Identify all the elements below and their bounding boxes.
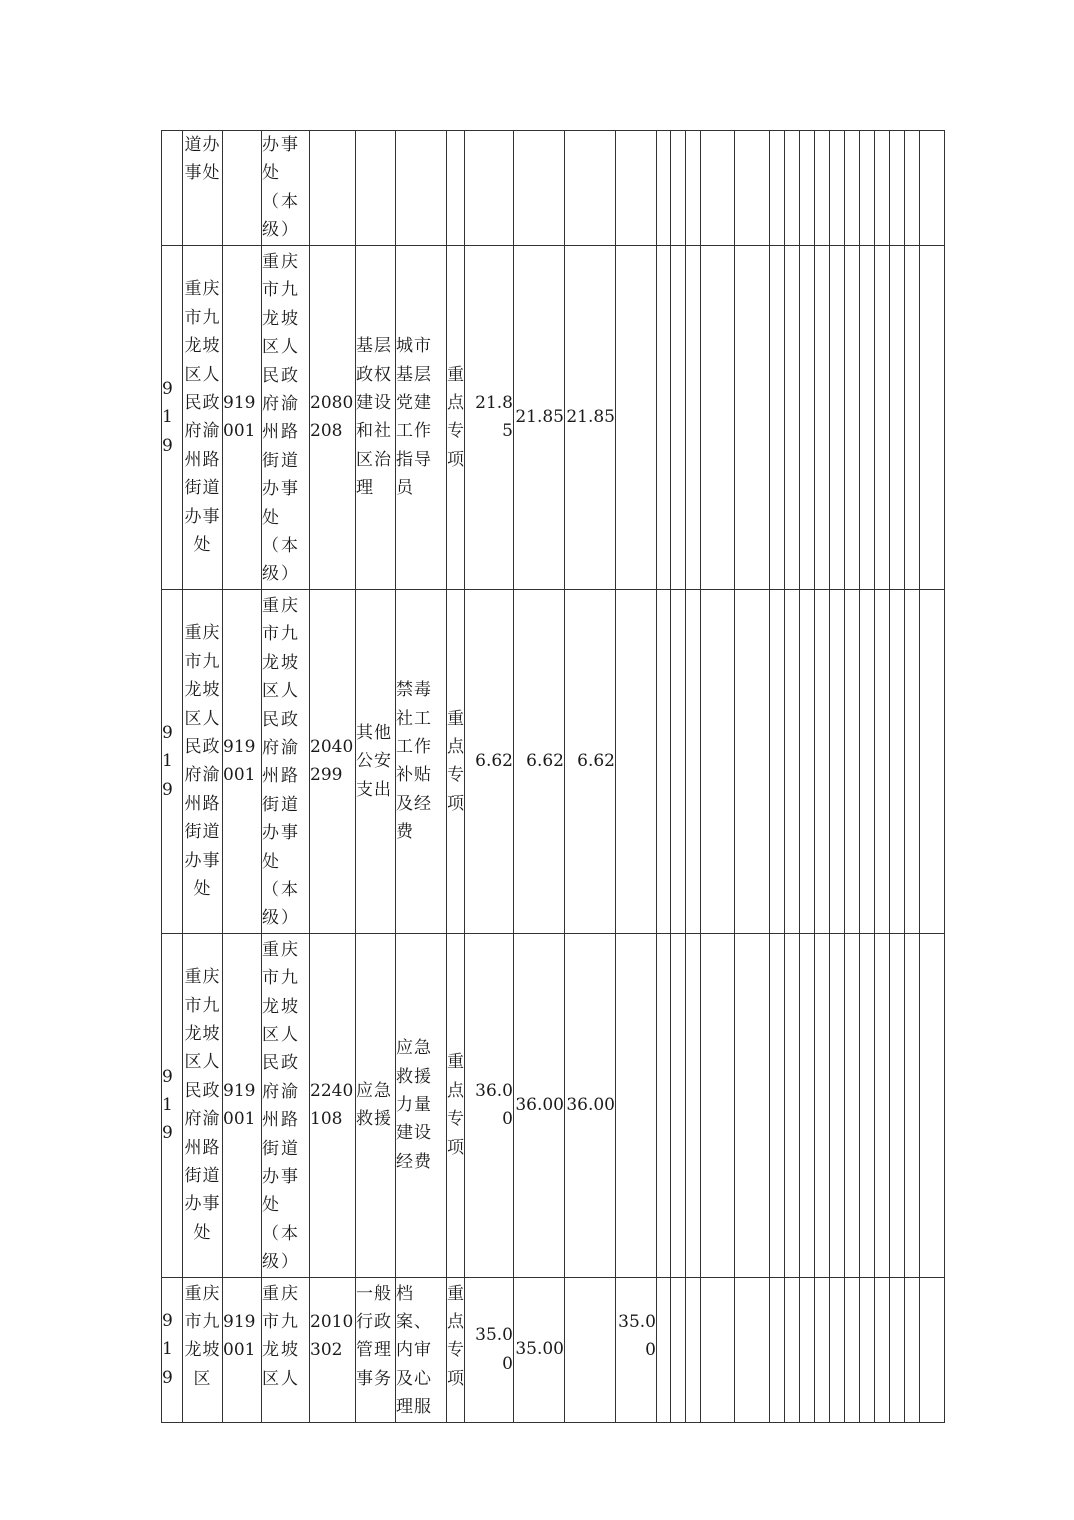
amount-cell xyxy=(616,131,657,246)
empty-cell xyxy=(735,131,770,246)
empty-cell xyxy=(770,246,785,590)
project-name-cell xyxy=(396,131,447,246)
empty-cell xyxy=(905,933,920,1277)
empty-cell xyxy=(671,933,686,1277)
empty-cell xyxy=(860,589,875,933)
empty-cell xyxy=(657,1277,671,1422)
empty-cell xyxy=(701,589,735,933)
empty-cell xyxy=(657,589,671,933)
empty-cell xyxy=(770,1277,785,1422)
amount-cell xyxy=(514,131,565,246)
empty-cell xyxy=(686,131,701,246)
function-class-cell: 其他公安支出 xyxy=(356,589,396,933)
empty-cell xyxy=(800,246,815,590)
amount-cell: 35.00 xyxy=(616,1277,657,1422)
empty-cell xyxy=(785,1277,800,1422)
function-class-cell: 应急救援 xyxy=(356,933,396,1277)
table-row xyxy=(162,131,945,246)
empty-cell xyxy=(800,933,815,1277)
total-cell: 36.00 xyxy=(465,933,514,1277)
project-type-cell xyxy=(447,131,465,246)
empty-cell xyxy=(785,933,800,1277)
empty-cell xyxy=(890,1277,905,1422)
empty-cell xyxy=(735,246,770,590)
empty-cell xyxy=(800,589,815,933)
empty-cell xyxy=(875,589,890,933)
amount-cell: 36.00 xyxy=(565,933,616,1277)
unit-name-cell: 重庆市九龙坡区人民政府渝州路街道办事处 xyxy=(183,933,223,1277)
subject-code-cell xyxy=(310,131,356,246)
empty-cell xyxy=(845,131,860,246)
empty-cell xyxy=(800,131,815,246)
total-cell: 35.00 xyxy=(465,1277,514,1422)
seq-cell: 919 xyxy=(162,589,183,933)
subject-code-cell: 2080208 xyxy=(310,246,356,590)
empty-cell xyxy=(815,933,830,1277)
empty-cell xyxy=(770,933,785,1277)
empty-cell xyxy=(905,1277,920,1422)
empty-cell xyxy=(657,246,671,590)
table-row xyxy=(162,933,945,1277)
total-cell xyxy=(465,131,514,246)
unit-name-cell: 道办事处 xyxy=(183,131,223,246)
empty-cell xyxy=(920,933,945,1277)
empty-cell xyxy=(770,131,785,246)
empty-cell xyxy=(860,246,875,590)
project-type-cell: 重点专项 xyxy=(447,246,465,590)
empty-cell xyxy=(785,246,800,590)
unit-code-cell: 919001 xyxy=(223,933,262,1277)
empty-cell xyxy=(785,589,800,933)
amount-cell xyxy=(616,933,657,1277)
amount-cell xyxy=(616,589,657,933)
amount-cell: 6.62 xyxy=(514,589,565,933)
empty-cell xyxy=(905,131,920,246)
amount-cell: 21.85 xyxy=(514,246,565,590)
project-name-cell: 禁毒社工工作补贴及经费 xyxy=(396,589,447,933)
unit-level-cell: 重庆市九龙坡区人民政府渝州路街道办事处（本级） xyxy=(262,933,310,1277)
empty-cell xyxy=(671,131,686,246)
unit-level-cell: 办事处（本级） xyxy=(262,131,310,246)
unit-code-cell: 919001 xyxy=(223,589,262,933)
seq-cell: 919 xyxy=(162,933,183,1277)
empty-cell xyxy=(830,131,845,246)
total-cell: 21.85 xyxy=(465,246,514,590)
empty-cell xyxy=(890,131,905,246)
subject-code-cell: 2040299 xyxy=(310,589,356,933)
empty-cell xyxy=(845,1277,860,1422)
unit-code-cell xyxy=(223,131,262,246)
empty-cell xyxy=(657,933,671,1277)
seq-cell: 919 xyxy=(162,246,183,590)
empty-cell xyxy=(735,933,770,1277)
empty-cell xyxy=(920,246,945,590)
empty-cell xyxy=(800,1277,815,1422)
empty-cell xyxy=(686,589,701,933)
empty-cell xyxy=(890,933,905,1277)
empty-cell xyxy=(830,1277,845,1422)
function-class-cell: 基层政权建设和社区治理 xyxy=(356,246,396,590)
empty-cell xyxy=(845,246,860,590)
empty-cell xyxy=(905,246,920,590)
empty-cell xyxy=(920,1277,945,1422)
empty-cell xyxy=(875,131,890,246)
empty-cell xyxy=(671,246,686,590)
empty-cell xyxy=(830,933,845,1277)
project-type-cell: 重点专项 xyxy=(447,933,465,1277)
table-row xyxy=(162,246,945,590)
unit-code-cell: 919001 xyxy=(223,1277,262,1422)
project-name-cell: 档案、内审及心理服 xyxy=(396,1277,447,1422)
amount-cell: 35.00 xyxy=(514,1277,565,1422)
empty-cell xyxy=(920,131,945,246)
amount-cell: 36.00 xyxy=(514,933,565,1277)
empty-cell xyxy=(686,1277,701,1422)
empty-cell xyxy=(875,246,890,590)
empty-cell xyxy=(671,589,686,933)
empty-cell xyxy=(905,589,920,933)
empty-cell xyxy=(860,1277,875,1422)
empty-cell xyxy=(815,589,830,933)
empty-cell xyxy=(875,1277,890,1422)
empty-cell xyxy=(860,933,875,1277)
amount-cell: 6.62 xyxy=(565,589,616,933)
amount-cell xyxy=(565,131,616,246)
unit-level-cell: 重庆市九龙坡区人民政府渝州路街道办事处（本级） xyxy=(262,246,310,590)
budget-table xyxy=(161,130,945,1423)
seq-cell xyxy=(162,131,183,246)
unit-level-cell: 重庆市九龙坡区人 xyxy=(262,1277,310,1422)
unit-level-cell: 重庆市九龙坡区人民政府渝州路街道办事处（本级） xyxy=(262,589,310,933)
total-cell: 6.62 xyxy=(465,589,514,933)
empty-cell xyxy=(845,933,860,1277)
empty-cell xyxy=(830,589,845,933)
subject-code-cell: 2010302 xyxy=(310,1277,356,1422)
empty-cell xyxy=(815,246,830,590)
empty-cell xyxy=(735,589,770,933)
unit-name-cell: 重庆市九龙坡区人民政府渝州路街道办事处 xyxy=(183,246,223,590)
empty-cell xyxy=(875,933,890,1277)
project-name-cell: 城市基层党建工作指导员 xyxy=(396,246,447,590)
empty-cell xyxy=(785,131,800,246)
unit-name-cell: 重庆市九龙坡区人民政府渝州路街道办事处 xyxy=(183,589,223,933)
table-row xyxy=(162,589,945,933)
empty-cell xyxy=(686,246,701,590)
empty-cell xyxy=(770,589,785,933)
empty-cell xyxy=(701,131,735,246)
unit-name-cell: 重庆市九龙坡区 xyxy=(183,1277,223,1422)
empty-cell xyxy=(657,131,671,246)
empty-cell xyxy=(890,246,905,590)
empty-cell xyxy=(830,246,845,590)
empty-cell xyxy=(701,1277,735,1422)
function-class-cell: 一般行政管理事务 xyxy=(356,1277,396,1422)
function-class-cell xyxy=(356,131,396,246)
empty-cell xyxy=(890,589,905,933)
table-row xyxy=(162,1277,945,1422)
empty-cell xyxy=(735,1277,770,1422)
empty-cell xyxy=(815,131,830,246)
empty-cell xyxy=(701,933,735,1277)
empty-cell xyxy=(671,1277,686,1422)
empty-cell xyxy=(845,589,860,933)
unit-code-cell: 919001 xyxy=(223,246,262,590)
empty-cell xyxy=(686,933,701,1277)
project-type-cell: 重点专项 xyxy=(447,1277,465,1422)
amount-cell xyxy=(616,246,657,590)
amount-cell xyxy=(565,1277,616,1422)
empty-cell xyxy=(701,246,735,590)
empty-cell xyxy=(920,589,945,933)
project-name-cell: 应急救援力量建设经费 xyxy=(396,933,447,1277)
empty-cell xyxy=(860,131,875,246)
amount-cell: 21.85 xyxy=(565,246,616,590)
empty-cell xyxy=(815,1277,830,1422)
project-type-cell: 重点专项 xyxy=(447,589,465,933)
subject-code-cell: 2240108 xyxy=(310,933,356,1277)
seq-cell: 919 xyxy=(162,1277,183,1422)
